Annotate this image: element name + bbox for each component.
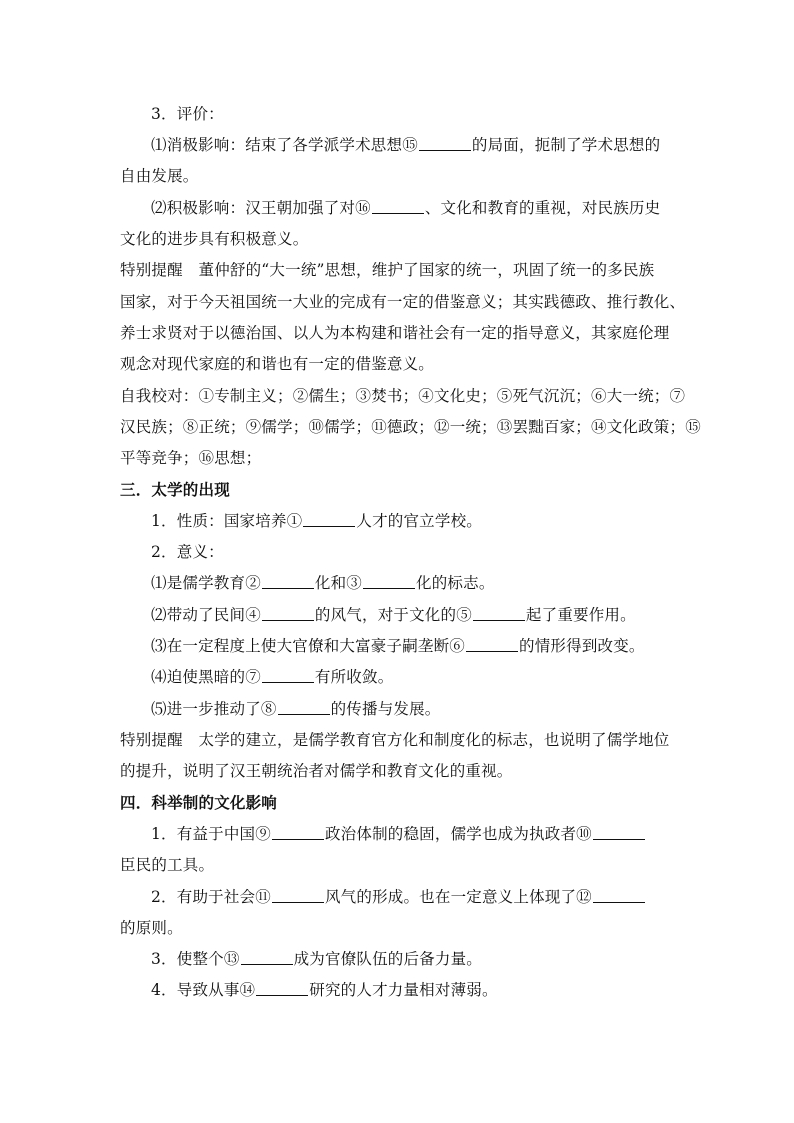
section-title: 四．科举制的文化影响 <box>120 793 278 812</box>
fill-blank[interactable] <box>593 901 645 903</box>
fill-blank[interactable] <box>262 681 314 683</box>
fill-blank[interactable] <box>272 901 324 903</box>
meaning-heading: 2．意义： <box>151 543 224 561</box>
positive-impact-line: ⑵积极影响：汉王朝加强了对⑯ 、文化和教育的重视，对民族历史 <box>151 199 661 217</box>
meaning-item: ⑴是儒学教育② 化和③ 化的标志。 <box>151 574 495 592</box>
section-title: 三．太学的出现 <box>120 480 230 499</box>
fill-blank[interactable] <box>593 838 645 840</box>
tip-paragraph-line: 特别提醒 太学的建立，是儒学教育官方化和制度化的标志，也说明了儒学地位 <box>120 731 670 749</box>
exam-item: 3．使整个⑬ 成为官僚队伍的后备力量。 <box>151 950 482 968</box>
self-check-line: 汉民族；⑧正统；⑨儒学；⑩儒学；⑪德政；⑫一统；⑬罢黜百家；⑭文化政策；⑮ <box>120 418 701 436</box>
tip-paragraph-line: 特别提醒 董仲舒的“大一统”思想，维护了国家的统一，巩固了统一的多民族 <box>120 261 655 279</box>
exam-item: 4．导致从事⑭ 研究的人才力量相对薄弱。 <box>151 981 498 999</box>
tip-paragraph-line: 观念对现代家庭的和谐也有一定的借鉴意义。 <box>120 355 435 373</box>
self-check-line: 自我校对：①专制主义；②儒生；③焚书；④文化史；⑤死气沉沉；⑥大一统；⑦ <box>120 387 686 405</box>
fill-blank[interactable] <box>473 619 525 621</box>
tip-paragraph-line: 的提升，说明了汉王朝统治者对儒学和教育文化的重视。 <box>120 762 513 780</box>
meaning-item: ⑷迫使黑暗的⑦ 有所收敛。 <box>151 668 394 686</box>
fill-blank[interactable] <box>272 838 324 840</box>
meaning-item: ⑵带动了民间④ 的风气，对于文化的⑤ 起了重要作用。 <box>151 606 636 624</box>
exam-item-cont: 臣民的工具。 <box>120 856 215 874</box>
nature-line: 1．性质：国家培养① 人才的官立学校。 <box>151 512 482 530</box>
positive-impact-cont: 文化的进步具有积极意义。 <box>120 230 309 248</box>
fill-blank[interactable] <box>256 994 308 996</box>
exam-item-cont: 的原则。 <box>120 919 183 937</box>
fill-blank[interactable] <box>372 212 424 214</box>
tip-paragraph-line: 国家，对于今天祖国统一大业的完成有一定的借鉴意义；其实践德政、推行教化、 <box>120 293 686 311</box>
fill-blank[interactable] <box>363 587 415 589</box>
fill-blank[interactable] <box>262 619 314 621</box>
tip-paragraph-line: 养士求贤对于以德治国、以人为本构建和谐社会有一定的指导意义，其家庭伦理 <box>120 324 670 342</box>
self-check-line: 平等竞争；⑯思想； <box>120 449 262 467</box>
fill-blank[interactable] <box>466 650 518 652</box>
fill-blank[interactable] <box>303 525 355 527</box>
exam-item: 1．有益于中国⑨ 政治体制的稳固，儒学也成为执政者⑩ <box>151 822 646 844</box>
fill-blank[interactable] <box>419 149 471 151</box>
fill-blank[interactable] <box>278 713 330 715</box>
eval-heading: 3．评价： <box>151 105 224 123</box>
fill-blank[interactable] <box>241 963 293 965</box>
meaning-item: ⑶在一定程度上使大官僚和大富豪子嗣垄断⑥ 的情形得到改变。 <box>151 637 645 655</box>
negative-impact-line: ⑴消极影响：结束了各学派学术思想⑮ 的局面，扼制了学术思想的 <box>151 136 661 154</box>
exam-item: 2．有助于社会⑪ 风气的形成。也在一定意义上体现了⑫ <box>151 885 646 907</box>
fill-blank[interactable] <box>262 587 314 589</box>
meaning-item: ⑸进一步推动了⑧ 的传播与发展。 <box>151 700 441 718</box>
negative-impact-cont: 自由发展。 <box>120 167 199 185</box>
